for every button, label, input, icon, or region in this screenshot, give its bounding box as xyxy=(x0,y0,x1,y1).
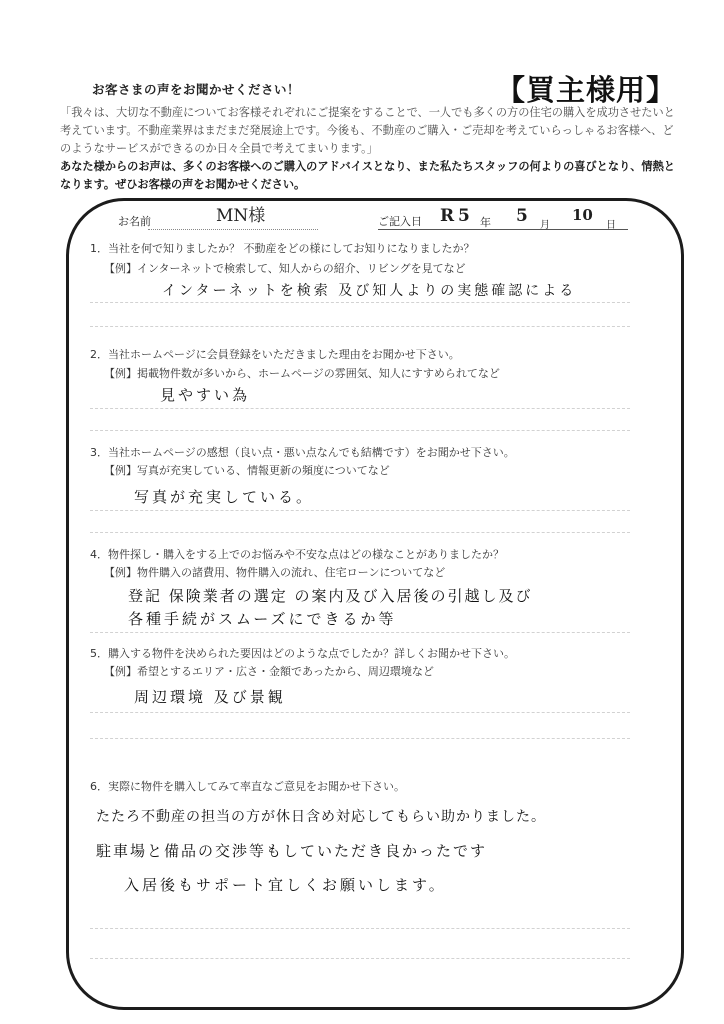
answer-rule xyxy=(90,430,630,431)
date-underline xyxy=(378,229,628,230)
answer-6-line-3: 入居後もサポート宜しくお願いします。 xyxy=(124,876,447,894)
question-4: 4．物件探し・購入をする上でのお悩みや不安な点はどの様なことがありましたか？ xyxy=(90,548,504,561)
example-2: 【例】掲載物件数が多いから、ホームページの雰囲気、知人にすすめられてなど xyxy=(104,367,500,380)
answer-1-line-1: インターネットを検索 及び知人よりの実態確認による xyxy=(162,283,577,299)
answer-2-line-1: 見やすい為 xyxy=(160,386,251,404)
answer-rule xyxy=(90,326,630,327)
year-value: 5 xyxy=(458,206,470,226)
buyer-badge: 【買主様用】 xyxy=(496,73,677,107)
answer-rule xyxy=(90,302,630,303)
answer-rule xyxy=(90,712,630,713)
question-1: 1．当社を何で知りましたか？ 不動産をどの様にしてお知りになりましたか？ xyxy=(90,242,475,255)
answer-rule xyxy=(90,958,630,959)
answer-6-line-2: 駐車場と備品の交渉等もしていただき良かったです xyxy=(96,842,488,860)
example-4: 【例】物件購入の諸費用、物件購入の流れ、住宅ローンについてなど xyxy=(104,566,446,579)
answer-4-line-1: 登記 保険業者の選定 の案内及び入居後の引越し及び xyxy=(128,587,533,605)
example-3: 【例】写真が充実している、情報更新の頻度についてなど xyxy=(104,464,390,477)
era-value: R xyxy=(440,206,455,226)
answer-rule xyxy=(90,510,630,511)
day-unit: 日 xyxy=(606,220,616,231)
example-5: 【例】希望とするエリア・広さ・金額であったから、周辺環境など xyxy=(104,665,434,678)
example-1: 【例】インターネットで検索して、知人からの紹介、リビングを見てなど xyxy=(104,262,466,275)
name-label: お名前 xyxy=(118,215,151,228)
name-underline xyxy=(148,229,318,230)
question-6: 6．実際に物件を購入してみて率直なご意見をお聞かせ下さい。 xyxy=(90,780,405,793)
year-unit: 年 xyxy=(480,216,491,229)
answer-rule xyxy=(90,532,630,533)
date-label: ご記入日 xyxy=(378,215,422,228)
month-unit: 月 xyxy=(540,220,550,231)
question-3: 3．当社ホームページの感想（良い点・悪い点なんでも結構です）をお聞かせ下さい。 xyxy=(90,446,515,459)
answer-6-line-1: たたろ不動産の担当の方が休日含め対応してもらい助かりました。 xyxy=(96,809,546,825)
form-heading: お客さまの声をお聞かせください！ xyxy=(92,82,301,97)
answer-rule xyxy=(90,408,630,409)
answer-rule xyxy=(90,632,630,633)
answer-rule xyxy=(90,928,630,929)
answer-rule xyxy=(90,738,630,739)
intro-text: 「我々は、大切な不動産についてお客様それぞれにご提案をすることで、一人でも多くの方の住宅の購入を成功させたいと考えています。不動産業界はまだまだ発展途上です。今後も、不動産のご購入・ご売却を考えていらっしゃるお客様へ、どのようなサービスができるのか日々全員で考えてまいります。」 xyxy=(60,106,675,155)
answer-3-line-1: 写真が充実している。 xyxy=(134,488,315,506)
answer-5-line-1: 周辺環境 及び景観 xyxy=(134,688,286,706)
month-value: 5 xyxy=(516,206,528,226)
day-value: 10 xyxy=(572,206,593,224)
question-5: 5．購入する物件を決められた要因はどのような点でしたか？詳しくお聞かせ下さい。 xyxy=(90,647,515,660)
request-text: あなた様からのお声は、多くのお客様へのご購入のアドバイスとなり、また私たちスタッフの何よりの喜びとなり、情熱となります。ぜひお客様の声をお聞かせください。 xyxy=(60,160,675,191)
answer-4-line-2: 各種手続がスムーズにできるか等 xyxy=(128,610,397,628)
question-2: 2．当社ホームページに会員登録をいただきました理由をお聞かせ下さい。 xyxy=(90,348,460,361)
name-value: MN様 xyxy=(216,206,266,226)
